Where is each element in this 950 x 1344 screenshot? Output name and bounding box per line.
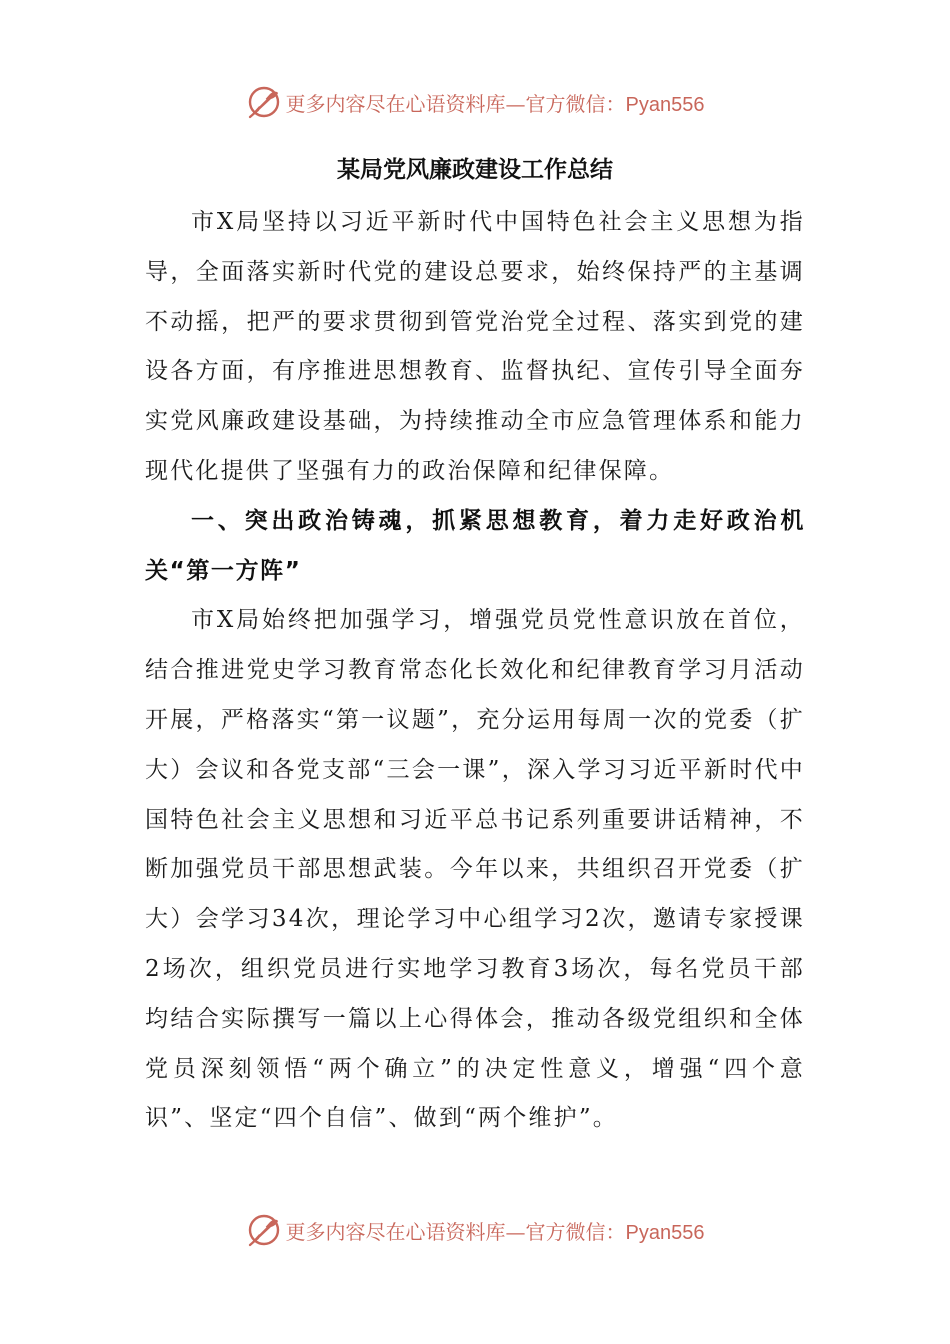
document-body: [145, 198, 805, 1144]
header-banner: [0, 82, 950, 122]
header-banner-label: 更多内容尽在心语资料库—官方微信：: [285, 91, 626, 116]
footer-banner: [0, 1210, 950, 1250]
header-wechat-id: Pyan556: [625, 93, 705, 116]
intro-paragraph: 市X局坚持以习近平新时代中国特色社会主义思想为指导，全面落实新时代党的建设总要求，始终保持严的主基调不动摇，把严的要求贯彻到管党治党全过程、落实到党的建设各方面，有序推进思想教育、监督执纪、宣传引导全面夯实党风廉政建设基础，为持续推动全市应急管理体系和能力现代化提供了坚强有力的政治保障和纪律保障。: [145, 209, 805, 484]
footer-wechat-id: Pyan556: [625, 1221, 705, 1244]
footer-banner-text: [286, 1216, 705, 1245]
section-1-paragraph: 市X局始终把加强学习，增强党员党性意识放在首位，结合推进党史学习教育常态化长效化和纪律教育学习月活动开展，严格落实“第一议题”，充分运用每周一次的党委（扩大）会议和各党支部“三会一课”，深入学习习近平新时代中国特色社会主义思想和习近平总书记系列重要讲话精神，不断加强党员干部思想武装。今年以来，共组织召开党委（扩大）会学习34次，理论学习中心组学习2次，邀请专家授课2场次，组织党员进行实地学习教育3场次，每名党员干部均结合实际撰写一篇以上心得体会，推动各级党组织和全体党员深刻领悟“两个确立”的决定性意义，增强“四个意识”、坚定“四个自信”、做到“两个维护”。: [145, 607, 805, 1132]
pen-feather-logo-icon: [246, 1212, 282, 1248]
header-banner-text: [286, 88, 705, 117]
section-1-heading: 一、突出政治铸魂，抓紧思想教育，着力走好政治机关“第一方阵”: [145, 507, 805, 584]
footer-banner-label: 更多内容尽在心语资料库—官方微信：: [285, 1219, 626, 1244]
pen-feather-logo-icon: [246, 84, 282, 120]
document-title: 某局党风廉政建设工作总结: [337, 157, 613, 183]
